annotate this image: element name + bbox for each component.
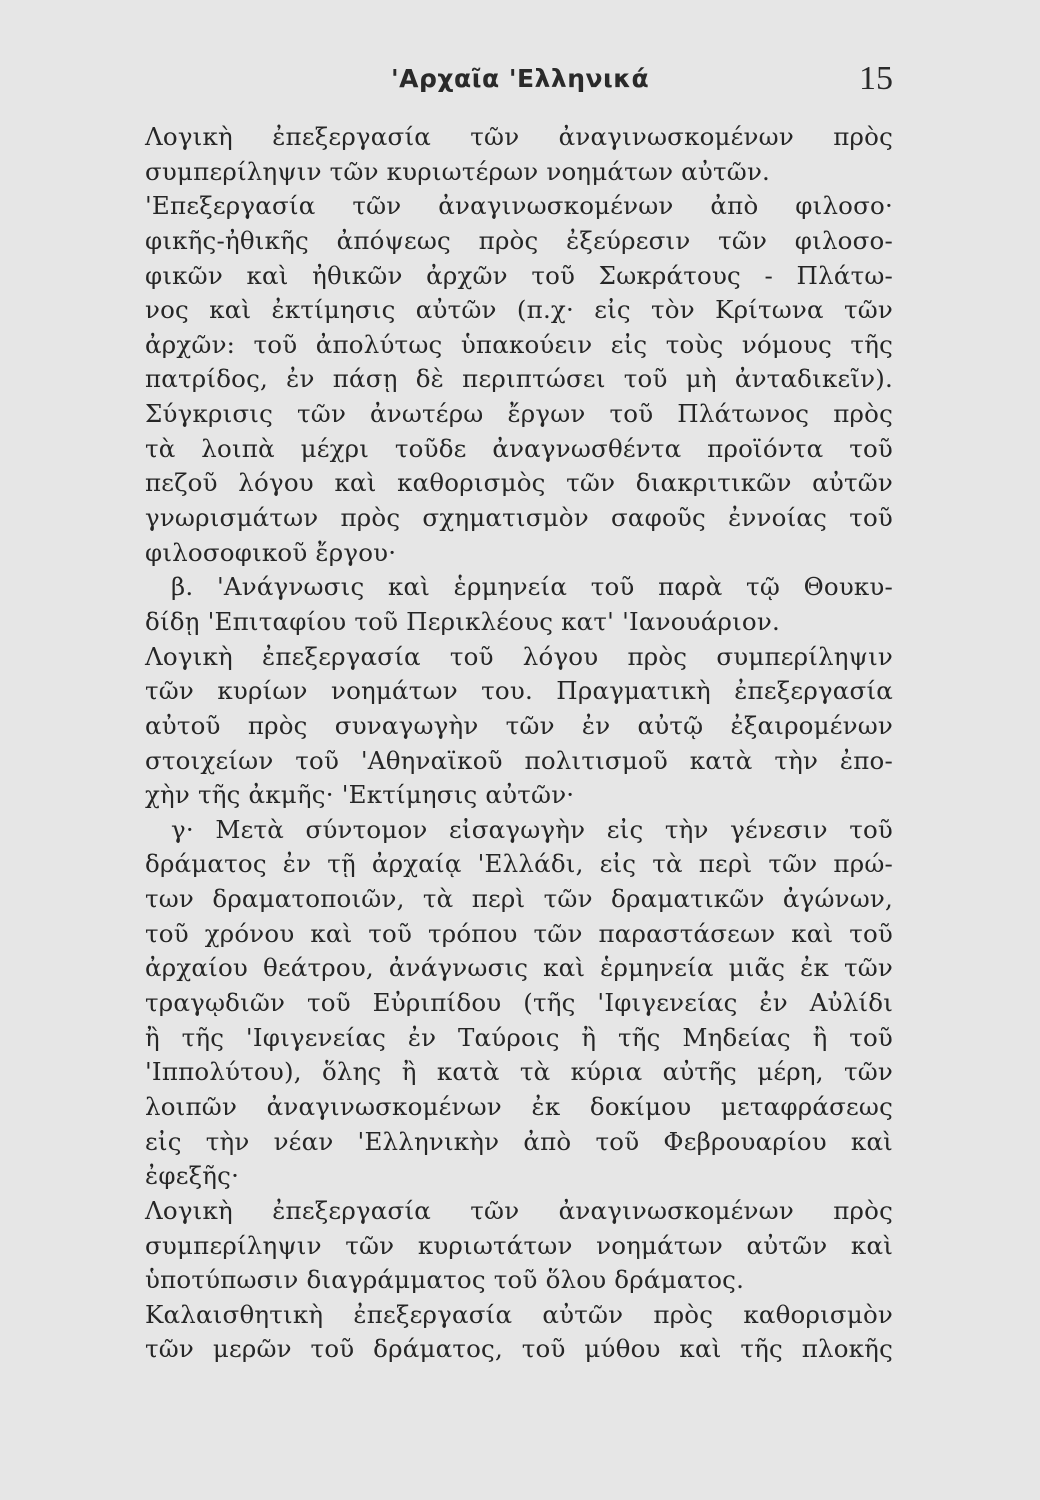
text-line: τῶν μερῶν τοῦ δράματος, τοῦ μύθου καὶ τῆς πλοκῆς <box>145 1334 893 1364</box>
text-line: γνωρισμάτων πρὸς σχηματισμὸν σαφοῦς ἐννοίας τοῦ <box>145 503 893 533</box>
text-line: ἐφεξῆς· <box>145 1161 240 1191</box>
text-line: ἀρχαίου θεάτρου, ἀνάγνωσις καὶ ἑρμηνεία μιᾶς ἐκ τῶν <box>145 953 893 983</box>
text-line: αὐτοῦ πρὸς συναγωγὴν τῶν ἐν αὐτῷ ἐξαιρομένων <box>145 710 893 740</box>
page-header <box>145 62 893 106</box>
text-line: ὑποτύπωσιν διαγράμματος τοῦ ὅλου δράματος. <box>145 1265 745 1295</box>
text-line: τὰ λοιπὰ μέχρι τοῦδε ἀναγνωσθέντα προϊόντα τοῦ <box>145 433 893 463</box>
running-head: 'Αρχαῖα 'Ελληνικά <box>391 64 650 93</box>
text-line: ἢ τῆς 'Ιφιγενείας ἐν Ταύροις ἢ τῆς Μηδείας ἢ τοῦ <box>145 1022 893 1052</box>
text-line: δράματος ἐν τῇ ἀρχαίᾳ 'Ελλάδι, εἰς τὰ περὶ τῶν πρώ- <box>145 849 893 879</box>
text-line: δίδῃ 'Επιταφίου τοῦ Περικλέους κατ' 'Ιανουάριον. <box>145 606 780 636</box>
text-line: των δραματοποιῶν, τὰ περὶ τῶν δραματικῶν ἀγώνων, <box>145 884 893 914</box>
text-line: Λογικὴ ἐπεξεργασία τῶν ἀναγινωσκομένων πρὸς <box>145 1195 893 1225</box>
text-line: β. 'Ανάγνωσις καὶ ἑρμηνεία τοῦ παρὰ τῷ Θουκυ- <box>171 572 893 602</box>
text-line: ἀρχῶν: τοῦ ἀπολύτως ὑπακούειν εἰς τοὺς νόμους τῆς <box>145 329 893 359</box>
text-line: νος καὶ ἐκτίμησις αὐτῶν (π.χ· εἰς τὸν Κρίτωνα τῶν <box>145 295 893 325</box>
text-line: στοιχείων τοῦ 'Αθηναϊκοῦ πολιτισμοῦ κατὰ τὴν ἐπο- <box>145 745 893 775</box>
text-line: φιλοσοφικοῦ ἔργου· <box>145 537 397 567</box>
text-line: πατρίδος, ἐν πάσῃ δὲ περιπτώσει τοῦ μὴ ἀνταδικεῖν). <box>145 364 893 394</box>
text-line: φικῶν καὶ ἠθικῶν ἀρχῶν τοῦ Σωκράτους - Πλάτω- <box>145 260 893 290</box>
text-line: 'Ιππολύτου), ὅλης ἢ κατὰ τὰ κύρια αὐτῆς μέρη, τῶν <box>145 1057 893 1087</box>
text-line: πεζοῦ λόγου καὶ καθορισμὸς τῶν διακριτικῶν αὐτῶν <box>145 468 893 498</box>
text-line: τοῦ χρόνου καὶ τοῦ τρόπου τῶν παραστάσεων καὶ τοῦ <box>145 918 893 948</box>
text-line: Λογικὴ ἐπεξεργασία τῶν ἀναγινωσκομένων πρὸς <box>145 122 893 151</box>
body-text <box>145 120 893 1367</box>
text-line: τῶν κυρίων νοημάτων του. Πραγματικὴ ἐπεξεργασία <box>145 676 893 706</box>
text-line: Λογικὴ ἐπεξεργασία τοῦ λόγου πρὸς συμπερίληψιν <box>145 641 893 671</box>
text-line: Καλαισθητικὴ ἐπεξεργασία αὐτῶν πρὸς καθορισμὸν <box>145 1299 893 1329</box>
text-line: συμπερίληψιν τῶν κυριωτέρων νοημάτων αὐτῶν. <box>145 156 771 186</box>
text-line: συμπερίληψιν τῶν κυριωτάτων νοημάτων αὐτῶν καὶ <box>145 1230 893 1260</box>
text-line: Σύγκρισις τῶν ἀνωτέρω ἔργων τοῦ Πλάτωνος πρὸς <box>145 399 893 429</box>
text-line: φικῆς-ἠθικῆς ἀπόψεως πρὸς ἐξεύρεσιν τῶν φιλοσο- <box>145 225 893 255</box>
text-line: 'Επεξεργασία τῶν ἀναγινωσκομένων ἀπὸ φιλοσο· <box>145 191 893 221</box>
text-line: τραγῳδιῶν τοῦ Εὐριπίδου (τῆς 'Ιφιγενείας ἐν Αὐλίδι <box>145 988 893 1018</box>
text-line: χὴν τῆς ἀκμῆς· 'Εκτίμησις αὐτῶν· <box>145 780 575 810</box>
text-line: εἰς τὴν νέαν 'Ελληνικὴν ἀπὸ τοῦ Φεβρουαρίου καὶ <box>145 1126 893 1156</box>
text-line: γ· Μετὰ σύντομον εἰσαγωγὴν εἰς τὴν γένεσιν τοῦ <box>171 814 893 844</box>
text-line: λοιπῶν ἀναγινωσκομένων ἐκ δοκίμου μεταφράσεως <box>145 1091 893 1121</box>
page-number: 15 <box>859 60 893 97</box>
